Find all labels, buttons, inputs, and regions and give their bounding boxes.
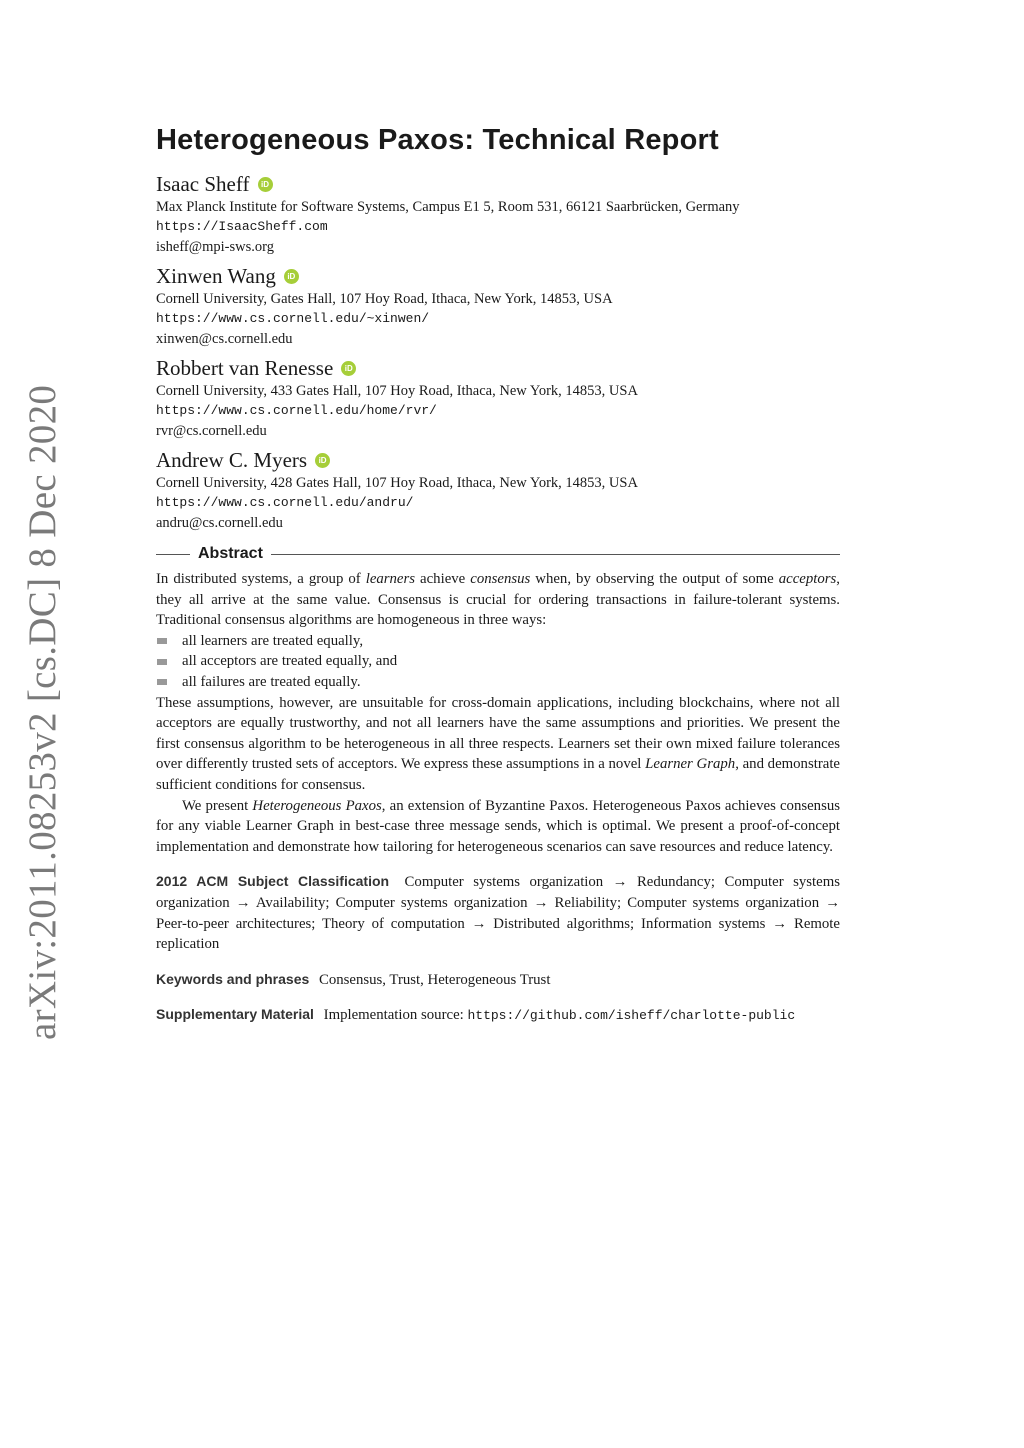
abstract-paragraph: In distributed systems, a group of learners achieve consensus when, by observing the output of some acceptors, they all arrive at the same value. Consensus is crucial for ordering transactions in failure-tolerant systems. Traditional consensus algorithms are homogeneous in three ways: — [156, 571, 840, 629]
abstract-paragraph: These assumptions, however, are unsuitable for cross-domain applications, including blockchains, where not all acceptors are equally trustworthy, and not all learners have the same assumptions and priorities. We present the first consensus algorithm to be heterogeneous in all three respects. Learners set their own mixed failure tolerances over differently trusted sets of acceptors. We express these assumptions in a novel Learner Graph, and demonstrate sufficient conditions for consensus. — [156, 694, 841, 793]
author-url[interactable]: https://www.cs.cornell.edu/home/rvr/ — [156, 403, 437, 418]
abstract-divider — [156, 545, 840, 563]
author-affiliation: Cornell University, Gates Hall, 107 Hoy Road, Ithaca, New York, 14853, USA — [156, 291, 613, 307]
author-block — [156, 171, 840, 257]
acm-classification — [156, 871, 840, 954]
abstract-bullet-list — [156, 631, 840, 693]
orcid-icon[interactable]: iD — [258, 177, 273, 192]
divider-line — [156, 554, 190, 555]
author-name: Isaac Sheff — [156, 172, 250, 196]
author-email[interactable]: rvr@cs.cornell.edu — [156, 423, 267, 439]
author-email[interactable]: xinwen@cs.cornell.edu — [156, 331, 293, 347]
author-url[interactable]: https://www.cs.cornell.edu/~xinwen/ — [156, 311, 430, 326]
author-url[interactable]: https://IsaacSheff.com — [156, 219, 328, 234]
supplementary-material — [156, 1004, 840, 1027]
author-affiliation: Cornell University, 433 Gates Hall, 107 Hoy Road, Ithaca, New York, 14853, USA — [156, 383, 638, 399]
author-url[interactable]: https://www.cs.cornell.edu/andru/ — [156, 495, 414, 510]
author-block — [156, 447, 840, 533]
list-item: all learners are treated equally, — [156, 631, 840, 652]
author-email[interactable]: isheff@mpi-sws.org — [156, 239, 274, 255]
divider-line — [271, 554, 840, 555]
author-block — [156, 263, 840, 349]
author-affiliation: Cornell University, 428 Gates Hall, 107 Hoy Road, Ithaca, New York, 14853, USA — [156, 475, 638, 491]
supplementary-link[interactable]: https://github.com/isheff/charlotte-public — [467, 1008, 796, 1024]
bullet-icon — [157, 679, 167, 685]
supplementary-label: Supplementary Material — [156, 1006, 314, 1023]
author-email[interactable]: andru@cs.cornell.edu — [156, 515, 283, 531]
keywords-label: Keywords and phrases — [156, 970, 310, 987]
author-name: Andrew C. Myers — [156, 448, 308, 472]
acm-text: Computer systems organization → Redundancy; Computer systems organization → Availability; Computer systems organization → Reliability; Computer systems organization → Peer-to-peer architectures; Theory of computation → Distributed algorithms; Information systems → Remote replication — [156, 874, 840, 953]
list-item: all acceptors are treated equally, and — [156, 651, 840, 672]
bullet-icon — [157, 638, 167, 644]
acm-label: 2012 ACM Subject Classification — [156, 873, 390, 890]
author-block — [156, 355, 840, 441]
author-affiliation: Max Planck Institute for Software Systems, Campus E1 5, Room 531, 66121 Saarbrücken, Germany — [156, 199, 740, 215]
orcid-icon[interactable]: iD — [315, 453, 330, 468]
paper-page — [156, 124, 840, 1027]
orcid-icon[interactable]: iD — [341, 361, 356, 376]
abstract-body — [156, 569, 840, 857]
abstract-heading: Abstract — [198, 545, 263, 562]
author-name: Robbert van Renesse — [156, 356, 334, 380]
keywords — [156, 969, 840, 991]
paper-title: Heterogeneous Paxos: Technical Report — [156, 124, 719, 156]
orcid-icon[interactable]: iD — [284, 269, 299, 284]
abstract-paragraph: We present Heterogeneous Paxos, an extension of Byzantine Paxos. Heterogeneous Paxos achieves consensus for any viable Learner Graph in best-case three message sends, which is optimal. We present a proof-of-concept implementation and demonstrate how tailoring for heterogeneous scenarios can save resources and reduce latency. — [156, 797, 840, 855]
supplementary-text: Implementation source: — [323, 1007, 464, 1024]
arxiv-stamp: arXiv:2011.08253v2 [cs.DC] 8 Dec 2020 — [21, 384, 64, 1040]
author-name: Xinwen Wang — [156, 264, 276, 288]
list-item: all failures are treated equally. — [156, 672, 840, 693]
bullet-icon — [157, 659, 167, 665]
keywords-text: Consensus, Trust, Heterogeneous Trust — [318, 971, 551, 988]
